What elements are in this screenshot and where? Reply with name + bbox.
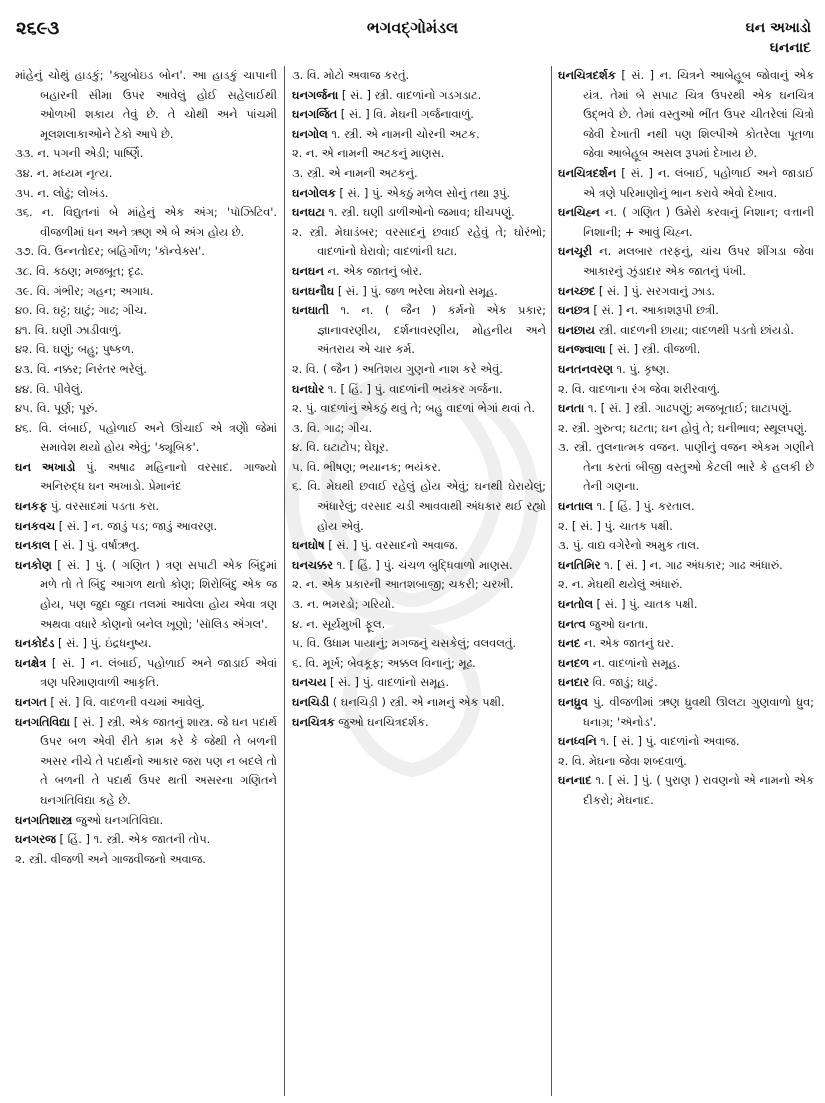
dictionary-entry bbox=[15, 634, 277, 654]
page-header bbox=[0, 0, 825, 64]
definition-text: ૨. પું. વાદળાંનું એકઠું થવું તે; બહુ વાદળાં ભેગાં થવાં તે. bbox=[292, 401, 536, 416]
headword: ઘનતોલ bbox=[558, 597, 593, 612]
definition-text: ૨. ન. એક પ્રકારની આતશબાજી; ચકરી; ચરખી. bbox=[292, 577, 514, 592]
headword: ઘનચિહ્ન bbox=[558, 205, 600, 220]
headword: ઘનગત bbox=[15, 695, 47, 709]
definition-text: ૪૦. વિ. ઘટ્ટ; ઘાટું; ગાઢ; ગીચ. bbox=[15, 303, 147, 318]
dictionary-entry bbox=[292, 536, 546, 556]
headword: ઘનતનવરણ bbox=[558, 361, 613, 376]
definition-text: ૩. સ્ત્રી. એ નામની અટકનું. bbox=[292, 165, 418, 180]
definition-text: ૩૯. વિ. ગંભીર; ગહન; અગાધ. bbox=[15, 283, 154, 298]
definition-text: ૪૪. વિ. પીવેલું. bbox=[15, 381, 84, 396]
definition-text: ૨. વિ. ( જૈન ) અતિશય ગુણનો નાશ કરે એવું. bbox=[292, 361, 503, 376]
definition-text: જુઓ ઘનગતિવિદ્યા. bbox=[72, 812, 164, 827]
dictionary-entry bbox=[292, 301, 546, 360]
headword: ઘન અખાડો bbox=[15, 459, 76, 474]
headword: ઘનગોલક bbox=[292, 185, 336, 200]
dictionary-entry bbox=[558, 360, 814, 380]
dictionary-entry bbox=[292, 262, 546, 282]
definition-text: ૨. સ્ત્રી. વીજળી અને ગાજવીજનો અવાજ. bbox=[15, 851, 206, 866]
guide-word-last: ઘનનાદ bbox=[769, 40, 811, 56]
dictionary-entry bbox=[292, 693, 546, 713]
headword: ઘનચય bbox=[292, 675, 327, 690]
dictionary-entry bbox=[558, 673, 814, 693]
definition-text: [ સં. ] સ્ત્રી. એક જાતનું શાસ્ત્ર. જે ઘન પદાર્થ ઉપર બળ એવી રીતે કામ કરે કે જેથી તે બળની અસર નીચે તે પદાર્થનો આકાર જરા પણ ન બદલે તો તે બળની તે પદાર્થ ઉપર થતી અસરના ગણિતને ઘનગતિવિદ્યા કહે છે. bbox=[40, 714, 277, 807]
definition-text: માંહેનું ચોથું હાડકું; 'ક્યુબોઇડ બોન'. આ હાડકું ચાપાની બહારની સીમા ઉપર આવેલું હોઈ સહેલાઈથી ઓળખી શકાય તેવું છે. તે ચોથી અને પાંચમી મૂલશલાકાઓને ટેકો આપે છે. bbox=[15, 68, 277, 141]
dictionary-entry bbox=[558, 595, 814, 615]
headword: ઘનઘોર bbox=[292, 381, 325, 396]
dictionary-entry bbox=[292, 380, 546, 400]
entry-sense bbox=[15, 301, 277, 321]
dictionary-entry bbox=[558, 66, 814, 164]
dictionary-entry bbox=[558, 693, 814, 732]
entry-sense bbox=[292, 575, 546, 595]
definition-text: ૧. સ્ત્રી. એ નામની ચોરની અટક. bbox=[327, 126, 480, 141]
definition-text: જુઓ ઘનચિત્રદર્શક. bbox=[334, 714, 429, 729]
definition-text: ૫. વિ. ઉધામ પાયાનું; મગજનું ચસકેલું; વલવલતું. bbox=[292, 636, 517, 651]
dictionary-entry bbox=[558, 497, 814, 517]
dictionary-entry bbox=[15, 556, 277, 634]
entry-sense bbox=[558, 380, 814, 400]
definition-text: ૨. વિ. વાદળાના રંગ જેવા શરીરવાળું. bbox=[558, 381, 720, 396]
dictionary-entry bbox=[292, 203, 546, 223]
dictionary-entry bbox=[15, 497, 277, 517]
definition-text: ૬. વિ. મૂર્ખ; બેવકૂફ; અક્કલ વિનાનું; મૂઢ. bbox=[292, 655, 476, 670]
headword: ઘનછાય bbox=[558, 322, 595, 337]
definition-text: [ સં. ] ન. જાડું પડ; જાડું આવરણ. bbox=[55, 518, 218, 533]
entry-sense bbox=[292, 223, 546, 262]
headword: ઘનદ bbox=[558, 636, 581, 651]
definition-text: ૧. [ હિં. ] પું. કરતાલ. bbox=[592, 499, 695, 514]
headword: ઘનદાર bbox=[558, 675, 589, 690]
dictionary-entry bbox=[558, 771, 814, 810]
definition-text: ૨. સ્ત્રી. ગુરુત્વ; ઘટતા; ઘન હોવું તે; ઘનીભાવ; સ્થૂલપણું. bbox=[558, 420, 808, 435]
definition-text: ૩૪. ન. મધ્યમ નૃત્ય. bbox=[15, 165, 113, 180]
definition-text: ૪૩. વિ. નક્કર; નિરંતર ભરેલું. bbox=[15, 361, 147, 376]
headword: ઘનગરજ bbox=[15, 832, 56, 847]
definition-text: પું. અષાઢ મહિનાનો વરસાદ. ગાજ્યો અનિરુદ્ધ ઘન અખાડો. પ્રેમાનંદ bbox=[40, 459, 277, 494]
definition-text: [ સં. ] ન. લંબાઈ, પહોળાઈ અને જાડાઈ એવાં ત્રણ પરિમાણવાળી આકૃતિ. bbox=[40, 655, 277, 690]
dictionary-entry bbox=[292, 673, 546, 693]
entry-sense bbox=[15, 66, 277, 144]
dictionary-entry bbox=[292, 184, 546, 204]
headword: ઘનધ્રુવ bbox=[558, 695, 588, 709]
headword: ઘનત્વ bbox=[558, 616, 586, 631]
definition-text: [ સં. ] સ્ત્રી. વાદળાંનો ગડગડાટ. bbox=[338, 87, 482, 102]
headword: ઘનજ્વાલા bbox=[558, 342, 606, 357]
definition-text: ૧. [ સં. ] પું. ( પુરાણ ) રાવણનો એ નામનો એક દીકરો; મેઘનાદ. bbox=[583, 773, 814, 807]
headword: ઘનચિડી bbox=[292, 695, 330, 709]
definition-text: ન. એક જાતનું ઘર. bbox=[580, 636, 675, 651]
entry-sense bbox=[558, 438, 814, 497]
guide-word-first: ઘન અખાડો bbox=[745, 20, 811, 36]
headword: ઘનદળ bbox=[558, 655, 590, 670]
dictionary-entry bbox=[292, 125, 546, 145]
headword: ઘનઘટા bbox=[292, 205, 325, 220]
entry-sense bbox=[15, 203, 277, 242]
definition-text: ૪. વિ. ઘટાટોપ; ઘેઘૂર. bbox=[292, 440, 389, 455]
definition-text: ૧. પું. કૃષ્ણ. bbox=[612, 361, 670, 376]
definition-text: ૧. સ્ત્રી. ઘણી ડાળીઓનો જમાવ; ઘીચપણું. bbox=[324, 205, 515, 220]
definition-text: ૪૨. વિ. ઘણું; બહુ; પુષ્કળ. bbox=[15, 342, 135, 357]
dictionary-entry bbox=[558, 164, 814, 203]
headword: ઘનકોદંડ bbox=[15, 636, 55, 651]
column-divider bbox=[284, 66, 285, 1096]
definition-text: વિ. જાડું; ઘાટું. bbox=[588, 675, 658, 690]
entry-sense bbox=[15, 242, 277, 262]
entry-sense bbox=[558, 575, 814, 595]
column-middle bbox=[292, 66, 546, 1096]
dictionary-entry bbox=[15, 713, 277, 811]
headword: ઘનકફ bbox=[15, 499, 48, 514]
entry-sense bbox=[292, 615, 546, 635]
entry-sense bbox=[15, 360, 277, 380]
headword: ઘનઘાતી bbox=[292, 303, 329, 318]
dictionary-entry bbox=[558, 282, 814, 302]
definition-text: [ સં. ] પું. વાદળાંનો સમૂહ. bbox=[326, 675, 450, 690]
headword: ઘનચિત્રક bbox=[292, 714, 335, 729]
dictionary-entry bbox=[558, 340, 814, 360]
headword: ઘનચ્છદ bbox=[558, 283, 596, 298]
entry-sense bbox=[292, 595, 546, 615]
dictionary-entry bbox=[292, 282, 546, 302]
definition-text: [ સં. ] વિ. વાદળની વચમાં આવેલું. bbox=[46, 695, 205, 709]
definition-text: પું. વીજળીમાં ઋણ ધ્રુવથી ઊલટા ગુણવાળો ધ્રુવ; ધનાગ્ર; 'ઍનોડ'. bbox=[583, 695, 814, 729]
entry-sense bbox=[15, 399, 277, 419]
definition-text: ન. મલબાર તરફનું, ચાંચ ઉપર શીંગડા જેવા આકારનું ઝુંડાદાર એક જાતનું પંખી. bbox=[583, 244, 814, 278]
column-right bbox=[558, 66, 814, 1096]
dictionary-entry bbox=[292, 86, 546, 106]
headword: ઘનતા bbox=[558, 401, 585, 416]
definition-text: ન. વાદળાંનો સમૂહ. bbox=[589, 655, 681, 670]
definition-text: [ સં. ] ન. લંબાઈ, પહોળાઈ અને જાડાઈ એ ત્રણે પરિમાણોનું ભાન કરાવે એવો દેખાવ. bbox=[583, 165, 814, 200]
entry-sense bbox=[292, 438, 546, 458]
definition-text: ૩. વિ. ગાઢ; ગીચ. bbox=[292, 420, 373, 435]
entry-sense bbox=[292, 634, 546, 654]
headword: ઘનતાલ bbox=[558, 499, 593, 514]
entry-sense bbox=[558, 419, 814, 439]
entry-sense bbox=[292, 360, 546, 380]
headword: ઘનચિત્રદર્શક bbox=[558, 68, 616, 82]
entry-sense bbox=[558, 517, 814, 537]
page-number: ૨૬૯૩ bbox=[16, 18, 60, 39]
definition-text: [ સં. ] પું. સરગવાનું ઝાડ. bbox=[595, 283, 716, 298]
dictionary-entry bbox=[558, 203, 814, 242]
definition-text: ૧. [ સં. ] ન. ગાઢ અંધકાર; ગાઢ અંધારું. bbox=[600, 557, 783, 572]
entry-sense bbox=[292, 419, 546, 439]
dictionary-entry bbox=[292, 713, 546, 733]
entry-sense bbox=[15, 184, 277, 204]
dictionary-entry bbox=[558, 301, 814, 321]
definition-text: [ સં. ] પું. જળ ભરેલા મેઘનો સમૂહ. bbox=[334, 283, 498, 298]
definition-text: [ સં. ] પું. એકઠું મળેલ સોનું તથા રૂપું. bbox=[335, 185, 511, 200]
entry-sense bbox=[292, 654, 546, 674]
definition-text: ૧. [ હિં. ] પું. વાદળાંની ભયંકર ગર્જના. bbox=[324, 381, 503, 396]
entry-sense bbox=[15, 164, 277, 184]
definition-text: ૩૬. ન. વિદ્યુતનાં બે માંહેનું એક અંગ; 'પૉઝિટિવ'. વીજળીમાં ધન અને ઋણ એ બે અંગ હોય છે. bbox=[15, 205, 277, 239]
headword: ઘનગર્જના bbox=[292, 87, 339, 102]
dictionary-entry bbox=[558, 634, 814, 654]
entry-sense bbox=[15, 262, 277, 282]
dictionary-entry bbox=[558, 556, 814, 576]
definition-text: ૩૮. વિ. કઠણ; મજબૂત; દૃઢ. bbox=[15, 263, 144, 278]
dictionary-entry bbox=[15, 811, 277, 831]
definition-text: ૩૫. ન. લોઢું; લોખંડ. bbox=[15, 185, 109, 200]
headword: ઘનકાલ bbox=[15, 538, 51, 553]
definition-text: ૧. [ સં. ] પું. વાદળાંનો અવાજ. bbox=[596, 734, 740, 749]
headword: ઘનગર્જિત bbox=[292, 107, 338, 122]
definition-text: [ સં. ] ન. ચિત્રને આબેહૂબ જોવાનું એક યંત્ર. તેમાં બે સપાટ ચિત્ર ઉપરથી એક ઘનચિત્ર ઉદ્ભવે છે. તેમાં વસ્તુઓ ભીંત ઉપર ચીતરેલાં ચિત્રો જેવી દેખાતી નથી પણ શિલ્પીએ કોતરેલા પૂતળા જેવા આબેહૂબ અસલ રૂપમાં દેખાય છે. bbox=[583, 68, 814, 161]
definition-text: ૩૭. વિ. ઉન્નતોદર; બહિર્ગોળ; 'કૉન્વેક્સ'. bbox=[15, 244, 205, 259]
definition-text: ૫. વિ. ભીષણ; ભયાનક; ભયંકર. bbox=[292, 459, 441, 474]
headword: ઘનતિમિર bbox=[558, 557, 601, 572]
dictionary-entry bbox=[558, 732, 814, 752]
entry-sense bbox=[558, 752, 814, 772]
dictionary-entry bbox=[15, 536, 277, 556]
definition-text: જુઓ ઘનતા. bbox=[585, 616, 649, 631]
definition-text: ( ઘનચિડ઼ી ) સ્ત્રી. એ નામનું એક પક્ષી. bbox=[329, 695, 505, 709]
headword: ઘનગતિવિદ્યા bbox=[15, 714, 70, 729]
definition-text: ન. ( ગણિત ) ઉમેરો કરવાનું નિશાન; વત્તાની નિશાની; + આવું ચિહ્ન. bbox=[583, 205, 814, 239]
definition-text: [ હિં. ] ૧. સ્ત્રી. એક જાતની તોપ. bbox=[55, 832, 211, 847]
dictionary-entry bbox=[558, 242, 814, 281]
book-title: ભગવદ્ગોમંડલ bbox=[366, 18, 459, 37]
definition-text: ૪૧. વિ. ઘણી ઝાડીવાળું. bbox=[15, 322, 122, 337]
dictionary-entry bbox=[558, 654, 814, 674]
definition-text: [ સં. ] પું. ચાતક પક્ષી. bbox=[592, 597, 698, 612]
definition-text: [ સં. ] સ્ત્રી. વીજળી. bbox=[605, 342, 701, 357]
dictionary-entry bbox=[558, 615, 814, 635]
entry-sense bbox=[292, 144, 546, 164]
definition-text: ૧. [ હિં. ] પું. ચંચળ બુદ્ધિવાળો માણસ. bbox=[332, 557, 513, 572]
definition-text: ૩. વિ. મોટો અવાજ કરતું. bbox=[292, 68, 410, 82]
dictionary-entry bbox=[15, 517, 277, 537]
definition-text: ૩. સ્ત્રી. તુલનાત્મક વજન. પાણીનું વજન એકમ ગણીને તેના કરતાં બીજી વસ્તુઓ કેટલી ભારે કે હલકી છે તેની ગણના. bbox=[558, 440, 814, 494]
definition-text: પું. વરસાદમાં પડતા કરા. bbox=[47, 499, 160, 514]
definition-text: ૧. ન. ( જૈન ) કર્મનો એક પ્રકાર; જ્ઞાનાવરણીય, દર્શનાવરણીય, મોહનીય અને અંતરાય એ ચાર કર્મ. bbox=[317, 303, 546, 357]
headword: ઘનઘન bbox=[292, 263, 324, 278]
definition-text: ન. એક જાતનું બોર. bbox=[323, 263, 423, 278]
dictionary-entry bbox=[558, 321, 814, 341]
headword: ઘનક્ષેત્ર bbox=[15, 655, 47, 670]
entry-sense bbox=[15, 850, 277, 870]
headword: ઘનકોણ bbox=[15, 557, 52, 572]
column-divider bbox=[551, 66, 552, 1096]
entry-sense bbox=[292, 164, 546, 184]
headword: ઘનછત્ર bbox=[558, 303, 590, 318]
headword: ઘનકવચ bbox=[15, 518, 56, 533]
definition-text: [ સં. ] પું. ઇંદ્રધનુષ્ય. bbox=[54, 636, 152, 651]
dictionary-entry bbox=[558, 399, 814, 419]
definition-text: ૪૫. વિ. પૂર્ણ; પૂરું. bbox=[15, 401, 98, 416]
headword: ઘનધ્વનિ bbox=[558, 734, 597, 749]
headword: ઘનગોલ bbox=[292, 126, 328, 141]
headword: ઘનચૂરી bbox=[558, 244, 593, 259]
definition-text: ૨. [ સં. ] પું. ચાતક પક્ષી. bbox=[558, 518, 673, 533]
definition-text: ૩૩. ન. પગની એડી; પાર્ષ્ણિ. bbox=[15, 146, 144, 161]
headword: ઘનનાદ bbox=[558, 773, 592, 788]
definition-text: [ સં. ] પું. ( ગણિત ) ત્રણ સપાટી એક બિંદુમાં મળે તો તે બિંદુ આગળ થતો કોણ; શિરોબિંદુ એક જ હોય, પણ જુદા જુદા તલમાં આવેલા હોય એવા ત્રણ અથવા વધારે કોણનો બનેલ ખૂણો; 'સૉલિડ ઍંગલ'. bbox=[40, 557, 277, 631]
dictionary-entry bbox=[292, 105, 546, 125]
dictionary-entry bbox=[15, 693, 277, 713]
entry-sense bbox=[558, 536, 814, 556]
definition-text: [ સં. ] ન. આકાશરૂપી છત્રી. bbox=[589, 303, 719, 318]
definition-text: ૧. [ સં. ] સ્ત્રી. ગાઢપણું; મજબૂતાઈ; ઘાટાપણું. bbox=[584, 401, 792, 416]
headword: ઘનચક્કર bbox=[292, 557, 333, 572]
entry-sense bbox=[292, 458, 546, 478]
headword: ઘનગતિશાસ્ત્ર bbox=[15, 812, 73, 827]
entry-sense bbox=[292, 477, 546, 536]
entry-sense bbox=[15, 282, 277, 302]
definition-text: ૪૬. વિ. લંબાઈ, પહોળાઈ અને ઊંચાઈ એ ત્રણેો જેમાં સમાવેશ થયો હોય એવું; 'ક્યૂબિક'. bbox=[15, 420, 277, 455]
entry-sense bbox=[15, 144, 277, 164]
headword: ઘનચિત્રદર્શન bbox=[558, 165, 617, 180]
definition-text: ૨. સ્ત્રી. મેઘાડંબર; વરસાદનું છવાઈ રહેવું તે; ઘોરંભો; વાદળાંનો ઘેરાવો; વાદળાંની ઘટા. bbox=[292, 224, 546, 259]
definition-text: ૩. પું. વાદ્ય વગેરેનો અમુક તાલ. bbox=[558, 538, 700, 553]
entry-sense bbox=[15, 419, 277, 458]
definition-text: [ સં. ] પું. વર્ષાઋતુ. bbox=[50, 538, 140, 553]
entry-sense bbox=[292, 399, 546, 419]
entry-sense bbox=[15, 340, 277, 360]
definition-text: ૬. વિ. મેઘથી છવાઈ રહેલું હોય એવું; ઘનથી ઘેરાયેલું; અંધારેલું; વરસાદ ચડી આવવાથી અંધકાર થઈ રહ્યો હોય એવું. bbox=[292, 479, 546, 533]
headword: ઘનઘોષ bbox=[292, 538, 325, 553]
guide-words bbox=[746, 18, 811, 58]
dictionary-entry bbox=[15, 654, 277, 693]
definition-text: ૨. વિ. મેઘના જેવા શબ્દવાળું. bbox=[558, 753, 687, 768]
headword: ઘનઘનૌઘ bbox=[292, 283, 335, 298]
entry-sense bbox=[15, 321, 277, 341]
definition-text: ૨. ન. એ નામની અટકનું માણસ. bbox=[292, 146, 445, 161]
dictionary-entry bbox=[292, 556, 546, 576]
dictionary-entry bbox=[15, 458, 277, 497]
definition-text: ૨. ન. મેઘથી થયેલું અંધારું. bbox=[558, 577, 683, 592]
definition-text: સ્ત્રી. વાદળની છાયા; વાદળથી પડતો છાંયડો. bbox=[594, 322, 794, 337]
definition-text: [ સં. ] પું. વરસાદનો અવાજ. bbox=[324, 538, 459, 553]
dictionary-entry bbox=[15, 830, 277, 850]
column-left bbox=[15, 66, 277, 1096]
definition-text: ૩. ન. ભમરડો; ગરિયો. bbox=[292, 597, 395, 612]
entry-sense bbox=[292, 66, 546, 86]
definition-text: [ સં. ] વિ. મેઘની ગર્જનાવાળું. bbox=[337, 107, 474, 122]
definition-text: ૪. ન. સૂર્યમુખી ફૂલ. bbox=[292, 616, 386, 631]
entry-sense bbox=[15, 380, 277, 400]
